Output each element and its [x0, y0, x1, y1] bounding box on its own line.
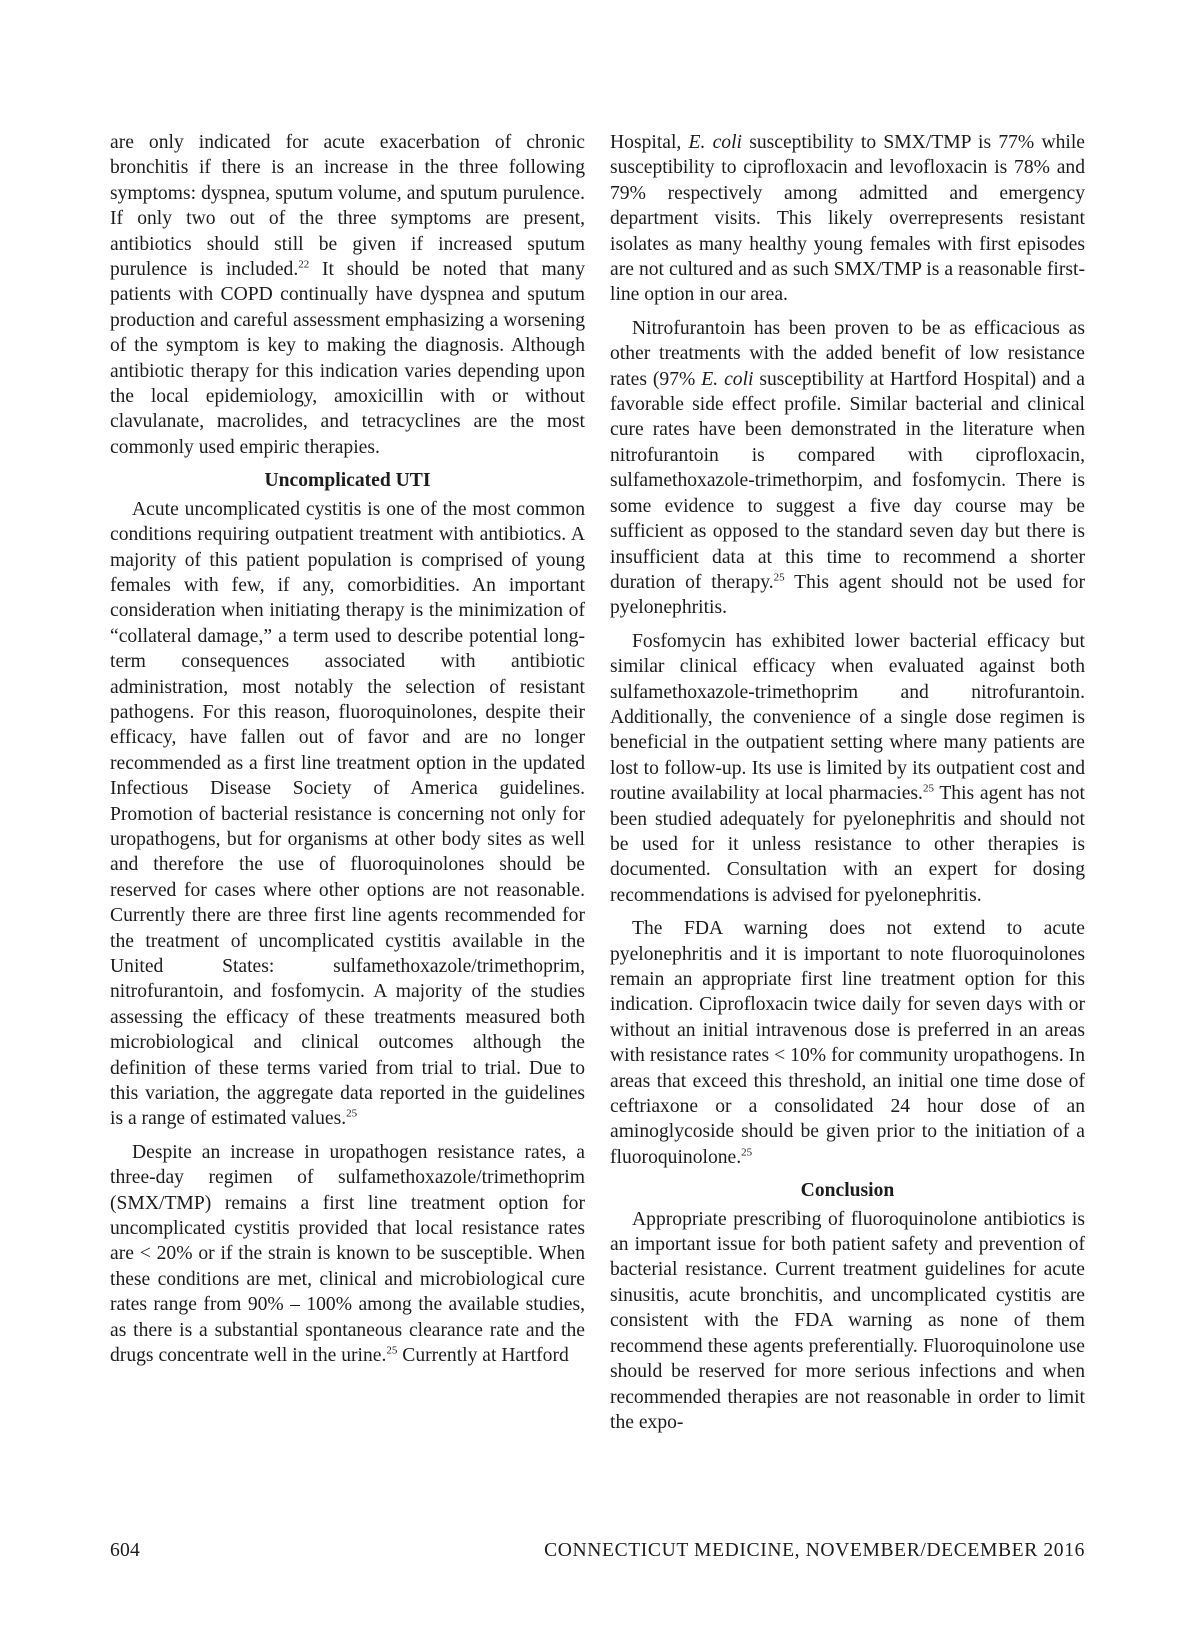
paragraph-copd-antibiotics: are only indicated for acute exacerbation of chronic bronchitis if there is an increase in the three following symptoms: dyspnea, sputum volume, and sputum purulence. If only two out of the three symptoms are present, antibiotics should still be given if increased sputum purulence is included.$^{22}$ It should be noted that many patients with COPD continually have dyspnea and sputum production and careful assessment emphasizing a worsening of the symptom is key to making the diagnosis. Although antibiotic therapy for this indication varies depending upon the local epidemiology, amoxicillin with or without clavulanate, macrolides, and tetracyclines are the most commonly used empiric therapies.: [110, 132, 585, 458]
citation-ref: 25: [741, 1146, 753, 1159]
paragraph-fosfomycin: Fosfomycin has exhibited lower bacterial efficacy but similar clinical efficacy when evaluated against both sulfamethoxazole-trimethoprim and nitrofurantoin. Additionally, the convenience of a single dose regimen is beneficial in the outpatient setting where many patients are lost to follow-up. Its use is limited by its outpatient cost and routine availability at local pharmacies.$^{25}$ This agent has not been studied adequately for pyelonephritis and should not be used for it unless resistance to other therapies is documented. Consultation with an expert for dosing recommendations is advised for pyelonephritis.: [610, 630, 1085, 906]
journal-citation: CONNECTICUT MEDICINE, NOVEMBER/DECEMBER 2016: [544, 1540, 1085, 1561]
citation-ref: 25: [922, 782, 934, 795]
left-column: [110, 130, 585, 1377]
citation-ref: 25: [773, 571, 785, 584]
citation-ref: 25: [346, 1107, 358, 1120]
section-heading-conclusion: Conclusion: [800, 1180, 895, 1202]
paragraph-nitrofurantoin: Nitrofurantoin has been proven to be as efficacious as other treatments with the added benefit of low resistance rates (97% E. coli susceptibility at Hartford Hospital) and a favorable side effect profile. Similar bacterial and clinical cure rates have been demonstrated in the literature when nitrofurantoin is compared with ciprofloxacin, sulfamethoxazole-trimethorpim, and fosfomycin. There is some evidence to suggest a five day course may be sufficient as opposed to the standard seven day but there is insufficient data at this time to recommend a shorter duration of therapy.$^{25}$ This agent should not be used for pyelonephritis.: [610, 317, 1085, 619]
paragraph-hartford-susceptibility: Hospital, E. coli susceptibility to SMX/TMP is 77% while susceptibility to ciprofloxacin and levofloxacin is 78% and 79% respectively among admitted and emergency department visits. This likely overrepresents resistant isolates as many healthy young females with first episodes are not cultured and as such SMX/TMP is a reasonable first-line option in our area.: [610, 132, 1085, 306]
citation-ref: 25: [386, 1344, 398, 1357]
paragraph-conclusion: Appropriate prescribing of fluoroquinolone antibiotics is an important issue for both patient safety and prevention of bacterial resistance. Current treatment guidelines for acute sinusitis, acute bronchitis, and uncomplicated cystitis are consistent with the FDA warning as none of them recommend these agents preferentially. Fluoroquinolone use should be reserved for more serious infections and when recommended therapies are not reasonable in order to limit the expo-: [610, 1208, 1085, 1433]
right-column: [610, 130, 1085, 1443]
citation-ref: 22: [298, 258, 310, 271]
paragraph-fda-warning-pyelonephritis: The FDA warning does not extend to acute pyelonephritis and it is important to note fluoroquinolones remain an appropriate first line treatment option for this indication. Ciprofloxacin twice daily for seven days with or without an initial intravenous dose is preferred in an areas with resistance rates < 10% for community uropathogens. In areas that exceed this threshold, an initial one time dose of ceftriaxone or a consolidated 24 hour dose of an aminoglycoside should be given prior to the initiation of a fluoroquinolone.$^{25}$: [610, 918, 1085, 1168]
section-heading-uncomplicated-uti: Uncomplicated UTI: [264, 470, 431, 492]
paragraph-uti-overview: Acute uncomplicated cystitis is one of the most common conditions requiring outpatient treatment with antibiotics. A majority of this patient population is comprised of young females with few, if any, comorbidities. An important consideration when initiating therapy is the minimization of “collateral damage,” a term used to describe potential long-term consequences associated with antibiotic administration, most notably the selection of resistant pathogens. For this reason, fluoroquinolones, despite their efficacy, have fallen out of favor and are no longer recommended as a first line treatment option in the updated Infectious Disease Society of America guidelines. Promotion of bacterial resistance is concerning not only for uropathogens, but for organisms at other body sites as well and therefore the use of fluoroquinolones should be reserved for cases where other options are not reasonable. Currently there are three first line agents recommended for the treatment of uncomplicated cystitis available in the United States: sulfamethoxazole/trimethoprim, nitrofurantoin, and fosfomycin. A majority of the studies assessing the efficacy of these treatments measured both microbiological and clinical outcomes although the definition of these terms varied from trial to trial. Due to this variation, the aggregate data reported in the guidelines is a range of estimated values.$^{25}$: [110, 498, 585, 1130]
page-number: 604: [110, 1540, 140, 1561]
paragraph-smx-tmp: Despite an increase in uropathogen resistance rates, a three-day regimen of sulfamethoxazole/trimethoprim (SMX/TMP) remains a first line treatment option for uncomplicated cystitis provided that local resistance rates are < 20% or if the strain is known to be susceptible. When these conditions are met, clinical and microbiological cure rates range from 90% – 100% among the available studies, as there is a substantial spontaneous clearance rate and the drugs concentrate well in the urine.$^{25}$ Currently at Hartford: [110, 1141, 585, 1367]
